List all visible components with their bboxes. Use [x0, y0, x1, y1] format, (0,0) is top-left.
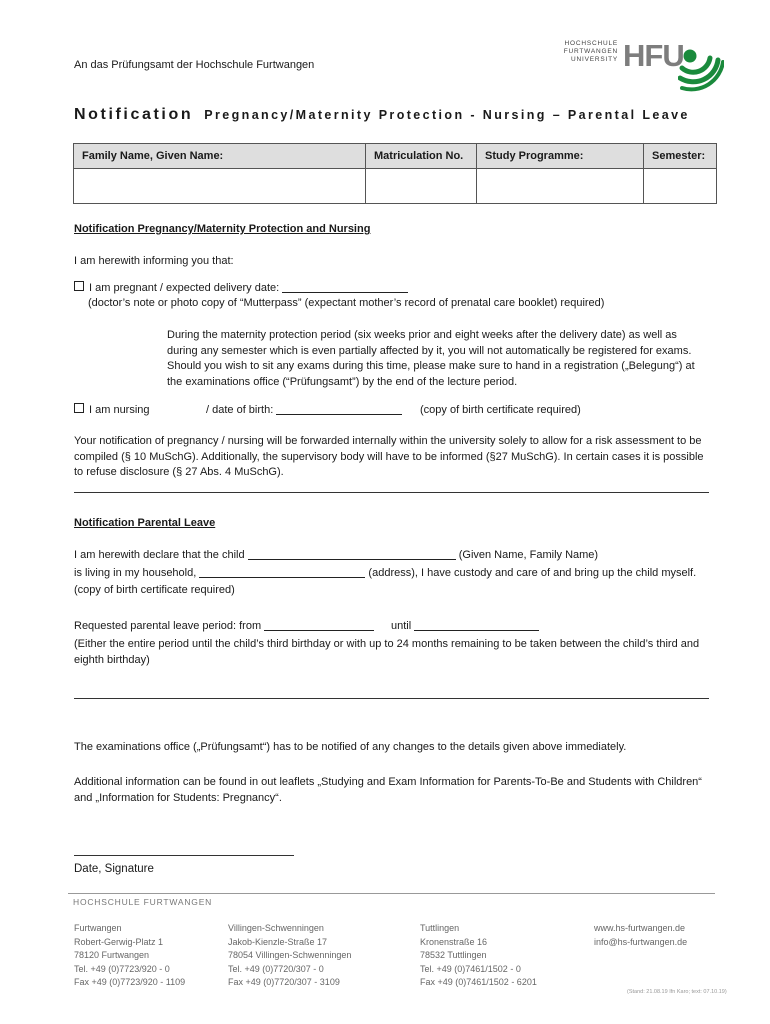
signature-line[interactable] — [74, 855, 294, 856]
protection-info — [167, 328, 695, 390]
protection-line: Should you wish to sit any exams during this time, please make sure to hand in a registration („Belegung“) at — [167, 360, 695, 372]
intro-text: I am herewith informing you that: — [74, 255, 234, 267]
nursing-label: I am nursing — [89, 404, 150, 416]
birth-label: / date of birth: — [206, 404, 274, 416]
divider — [74, 698, 709, 699]
footer-tuttlingen — [420, 922, 537, 990]
period-from-label: Requested parental leave period: from — [74, 620, 262, 632]
forward-line: to refuse disclosure (§ 27 Abs. 4 MuSchG). — [74, 466, 284, 478]
address-field[interactable] — [199, 566, 365, 578]
period-from-field[interactable] — [264, 619, 374, 631]
logo-wordmark: HOCHSCHULE FURTWANGEN UNIVERSITY — [563, 40, 618, 63]
name-field[interactable] — [74, 169, 366, 204]
period-row — [74, 619, 374, 635]
addressee: An das Prüfungsamt der Hochschule Furtwangen — [74, 59, 315, 71]
copy-note: (copy of birth certificate required) — [74, 584, 235, 596]
forward-line: compiled (§ 10 MuSchG). Additionally, the supervisory body will have to be informed (§27 MuSchG). In certain cases it is possible — [74, 450, 704, 463]
footer-line: Fax +49 (0)7723/920 - 1109 — [74, 977, 186, 987]
birth-date-field[interactable] — [276, 403, 402, 415]
either-info — [74, 637, 699, 668]
header-matriculation: Matriculation No. — [366, 144, 477, 169]
delivery-date-field[interactable] — [282, 281, 408, 293]
header-programme: Study Programme: — [477, 144, 644, 169]
declare-label: I am herewith declare that the child — [74, 549, 245, 561]
footer-line: Robert-Gerwig-Platz 1 — [74, 936, 164, 947]
protection-line: during any semester which is even partially affected by it, you will not automatically be registered for exams. — [167, 344, 692, 357]
period-until-field[interactable] — [414, 619, 539, 631]
footer-line: Fax +49 (0)7461/1502 - 6201 — [420, 977, 537, 987]
nursing-checkbox[interactable] — [74, 403, 84, 413]
declare-row — [74, 548, 598, 564]
footer-line: Furtwangen — [74, 923, 122, 933]
footer-website-link[interactable]: www.hs-furtwangen.de — [594, 923, 686, 933]
divider — [74, 492, 709, 493]
forward-info — [74, 434, 704, 481]
title-main: Notification — [74, 106, 194, 123]
section-pregnancy-heading: Notification Pregnancy/Maternity Protection and Nursing — [74, 223, 371, 235]
declare-suffix: (Given Name, Family Name) — [458, 549, 599, 561]
pregnant-label: I am pregnant / expected delivery date: — [89, 282, 280, 294]
student-data-table — [73, 143, 717, 204]
pregnant-row — [74, 281, 408, 297]
footer-line: Tuttlingen — [420, 923, 460, 933]
logo-mark-text: HFU — [623, 38, 684, 73]
semester-field[interactable] — [644, 169, 717, 204]
form-title — [74, 106, 690, 124]
section-parental-heading: Notification Parental Leave — [74, 517, 216, 529]
birth-note: (copy of birth certificate required) — [420, 404, 581, 416]
footer-line: Tel. +49 (0)7461/1502 - 0 — [420, 963, 521, 974]
footer-line: 78532 Tuttlingen — [420, 950, 487, 960]
footer-line: 78054 Villingen-Schwenningen — [228, 950, 352, 960]
birth-row — [206, 403, 402, 419]
footer-line: Kronenstraße 16 — [420, 936, 488, 947]
footer-villingen — [228, 922, 351, 990]
additional-line: and „Information for Students: Pregnancy“. — [74, 791, 282, 804]
footer-email-link[interactable]: info@hs-furtwangen.de — [594, 936, 688, 947]
programme-field[interactable] — [477, 169, 644, 204]
header-name: Family Name, Given Name: — [74, 144, 366, 169]
living-suffix: (address), I have custody and care of and bring up the child myself. — [368, 567, 697, 579]
living-label: is living in my household, — [74, 567, 197, 579]
protection-line: During the maternity protection period (six weeks prior and eight weeks after the delivery date) as well as — [167, 329, 677, 341]
child-name-field[interactable] — [248, 548, 456, 560]
header-semester: Semester: — [644, 144, 717, 169]
matriculation-field[interactable] — [366, 169, 477, 204]
footer-divider — [68, 893, 715, 894]
living-row — [74, 566, 696, 582]
footer-web — [594, 922, 687, 949]
protection-line: the examinations office (“Prüfungsamt”) by the end of the lecture period. — [167, 375, 518, 388]
additional-info — [74, 775, 702, 806]
footer-line: Villingen-Schwenningen — [228, 923, 324, 933]
additional-line: Additional information can be found in out leaflets „Studying and Exam Information for Parents-To-Be and Students with Children“ — [74, 776, 702, 788]
forward-line: Your notification of pregnancy / nursing will be forwarded internally within the university solely to allow for a risk assessment to be — [74, 435, 702, 447]
either-line: eighth birthday) — [74, 653, 150, 666]
footer-furtwangen — [74, 922, 185, 990]
until-row — [391, 619, 539, 635]
footer-line: Fax +49 (0)7720/307 - 3109 — [228, 977, 340, 987]
pregnant-checkbox[interactable] — [74, 281, 84, 291]
logo-arc-icon — [678, 38, 724, 94]
footer-line: Jakob-Kienzle-Straße 17 — [228, 936, 328, 947]
either-line: (Either the entire period until the child’s third birthday or with up to 24 months remaining to be taken between the child’s third and — [74, 638, 700, 650]
nursing-row — [74, 403, 150, 419]
period-until-label: until — [391, 620, 412, 632]
title-sub: Pregnancy/Maternity Protection - Nursing – Parental Leave — [204, 108, 690, 122]
footer-line: Tel. +49 (0)7720/307 - 0 — [228, 963, 324, 974]
footer-line: 78120 Furtwangen — [74, 950, 150, 960]
notice-text: The examinations office („Prüfungsamt“) has to be notified of any changes to the details given above immediately. — [74, 741, 627, 753]
footer-line: Tel. +49 (0)7723/920 - 0 — [74, 963, 170, 974]
pregnant-note: (doctor’s note or photo copy of “Mutterpass” (expectant mother’s record of prenatal care booklet) required) — [88, 297, 605, 309]
signature-label: Date, Signature — [74, 863, 154, 875]
footer-label: HOCHSCHULE FURTWANGEN — [73, 897, 213, 907]
hfu-logo — [560, 38, 725, 96]
version-stamp: (Stand: 21.08.19 Ifn Karo; text: 07.10.19) — [627, 989, 727, 995]
